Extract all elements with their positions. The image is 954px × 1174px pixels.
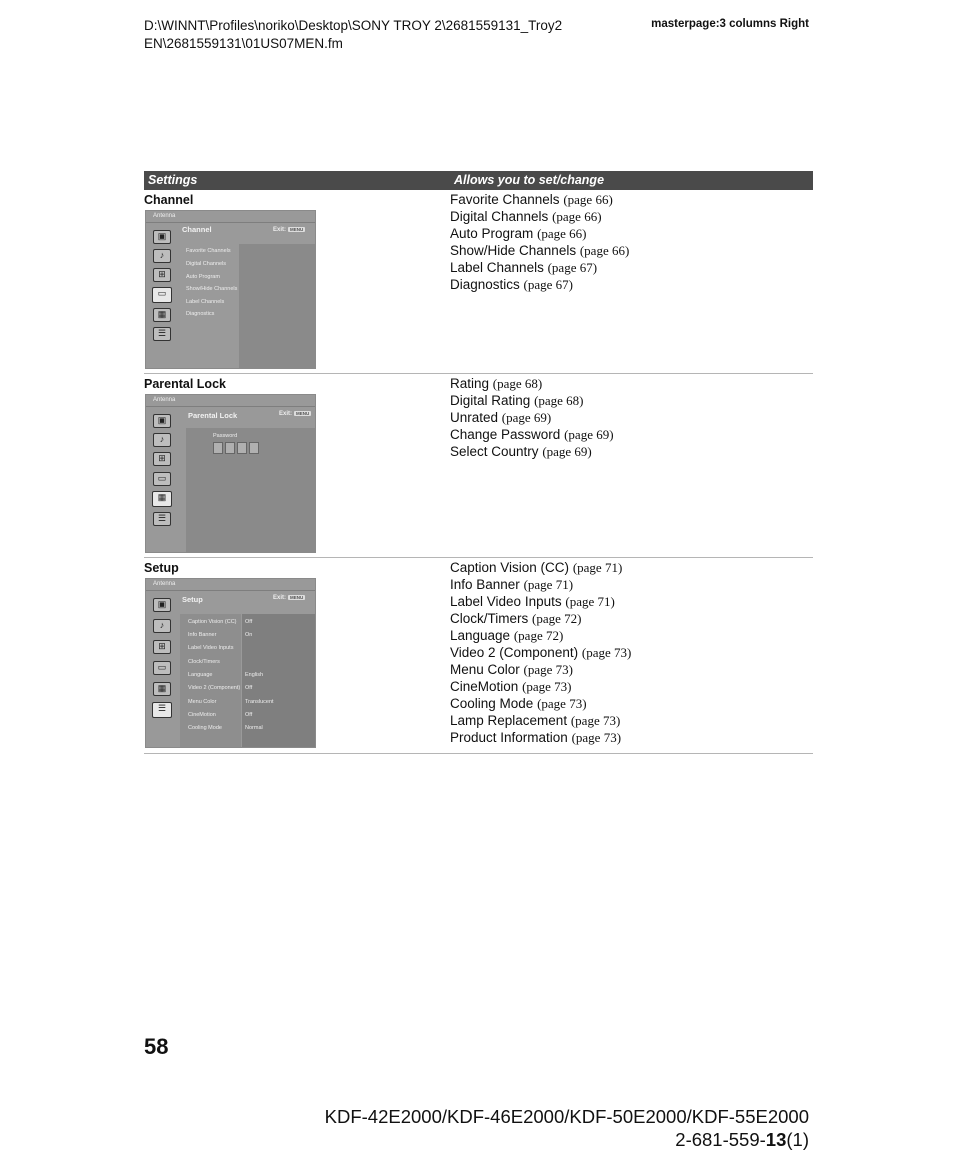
list-item: Language (page 72) (450, 628, 564, 643)
list-item: Cooling Mode (page 73) (450, 696, 587, 711)
antenna-label: Antenna (146, 579, 315, 591)
row-title: Setup (144, 561, 179, 575)
screen-icon: ⊞ (153, 640, 171, 654)
menu-item: Clock/Timers (188, 659, 220, 665)
list-item: Diagnostics (page 67) (450, 277, 573, 292)
list-item: Unrated (page 69) (450, 410, 552, 425)
setup-items (450, 559, 631, 746)
menu-key-icon: MENU (290, 595, 304, 600)
menu-value: Off (245, 685, 253, 691)
list-item: Product Information (page 73) (450, 730, 622, 745)
list-item: CineMotion (page 73) (450, 679, 572, 694)
model-numbers: KDF-42E2000/KDF-46E2000/KDF-50E2000/KDF-55E2000 (324, 1106, 809, 1127)
menu-value-panel (239, 244, 315, 368)
menu-item: Cooling Mode (188, 725, 222, 731)
exit-hint: Exit: MENU (273, 227, 304, 234)
menu-item: Video 2 (Component) (188, 685, 241, 691)
parental-lock-icon: ▦ (153, 308, 171, 322)
password-digit-box (225, 442, 235, 454)
password-digit-box (237, 442, 247, 454)
table-row-setup (144, 558, 813, 754)
menu-item: Diagnostics (186, 311, 215, 317)
list-item: Label Channels (page 67) (450, 260, 598, 275)
menu-item: Label Channels (186, 299, 225, 305)
setup-menu-screenshot (145, 578, 316, 748)
list-item: Change Password (page 69) (450, 427, 614, 442)
menu-title: Setup (182, 595, 203, 604)
list-item: Video 2 (Component) (page 73) (450, 645, 632, 660)
table-row-parental-lock (144, 374, 813, 558)
parental-lock-screenshot (145, 394, 316, 553)
menu-value: On (245, 632, 253, 638)
menu-value: Normal (245, 725, 263, 731)
row-title: Parental Lock (144, 377, 226, 391)
menu-item: Menu Color (188, 699, 217, 705)
table-header (144, 171, 813, 190)
page-number: 58 (144, 1034, 169, 1059)
password-label: Password (213, 433, 238, 439)
picture-icon: ▣ (153, 230, 171, 244)
parental-lock-icon: ▦ (152, 491, 172, 507)
sound-icon: ♪ (153, 433, 171, 447)
menu-item: CineMotion (188, 712, 216, 718)
menu-item: Info Banner (188, 632, 217, 638)
menu-icon-bar (146, 591, 179, 747)
header-masterpage: masterpage:3 columns Right (651, 18, 809, 30)
menu-key-icon: MENU (296, 411, 310, 416)
part-number: 2-681-559-13(1) (675, 1129, 809, 1150)
channel-items (450, 191, 629, 293)
menu-item: Show/Hide Channels (186, 286, 238, 292)
antenna-label: Antenna (146, 211, 315, 223)
menu-value: English (245, 672, 264, 678)
list-item: Menu Color (page 73) (450, 662, 573, 677)
list-item: Auto Program (page 66) (450, 226, 587, 241)
screen-icon: ⊞ (153, 268, 171, 282)
menu-item: Auto Program (186, 274, 220, 280)
header-allows: Allows you to set/change (454, 173, 605, 187)
setup-icon: ☰ (153, 327, 171, 341)
password-digit-box (249, 442, 259, 454)
menu-item: Favorite Channels (186, 248, 231, 254)
menu-icon-bar (146, 223, 179, 368)
menu-item: Caption Vision (CC) (188, 619, 237, 625)
parental-lock-icon: ▦ (153, 682, 171, 696)
list-item: Info Banner (page 71) (450, 577, 574, 592)
list-item: Show/Hide Channels (page 66) (450, 243, 630, 258)
list-item: Caption Vision (CC) (page 71) (450, 560, 623, 575)
antenna-label: Antenna (146, 395, 315, 407)
channel-menu-screenshot (145, 210, 316, 369)
header-settings: Settings (148, 173, 198, 187)
table-row-channel (144, 190, 813, 374)
picture-icon: ▣ (153, 598, 171, 612)
sound-icon: ♪ (153, 249, 171, 263)
list-item: Select Country (page 69) (450, 444, 592, 459)
list-item: Digital Channels (page 66) (450, 209, 602, 224)
menu-value: Translucent (245, 699, 274, 705)
list-item: Favorite Channels (page 66) (450, 192, 613, 207)
menu-value: Off (245, 619, 253, 625)
channel-icon: ▭ (153, 472, 171, 486)
menu-item: Language (188, 672, 213, 678)
settings-table (144, 171, 813, 754)
list-item: Lamp Replacement (page 73) (450, 713, 621, 728)
channel-icon: ▭ (153, 661, 171, 675)
list-item: Label Video Inputs (page 71) (450, 594, 615, 609)
menu-item: Label Video Inputs (188, 645, 234, 651)
footer-model-info (325, 1105, 809, 1151)
list-item: Clock/Timers (page 72) (450, 611, 582, 626)
sound-icon: ♪ (153, 619, 171, 633)
menu-title: Channel (182, 225, 212, 234)
menu-key-icon: MENU (290, 227, 304, 232)
exit-hint: Exit: MENU (279, 411, 310, 418)
setup-icon: ☰ (152, 702, 172, 718)
list-item: Digital Rating (page 68) (450, 393, 584, 408)
row-title: Channel (144, 193, 194, 207)
parental-lock-items (450, 375, 614, 460)
menu-title: Parental Lock (188, 411, 238, 420)
list-item: Rating (page 68) (450, 376, 543, 391)
menu-icon-bar (146, 407, 179, 552)
menu-item: Digital Channels (186, 261, 227, 267)
picture-icon: ▣ (153, 414, 171, 428)
screen-icon: ⊞ (153, 452, 171, 466)
menu-value: Off (245, 712, 253, 718)
exit-hint: Exit: MENU (273, 595, 304, 602)
password-digit-box (213, 442, 223, 454)
header-file-path: D:\WINNT\Profiles\noriko\Desktop\SONY TROY 2\2681559131_Troy2 EN\2681559131\01US07MEN.fm (144, 18, 563, 51)
channel-icon: ▭ (152, 287, 172, 303)
setup-icon: ☰ (153, 512, 171, 526)
